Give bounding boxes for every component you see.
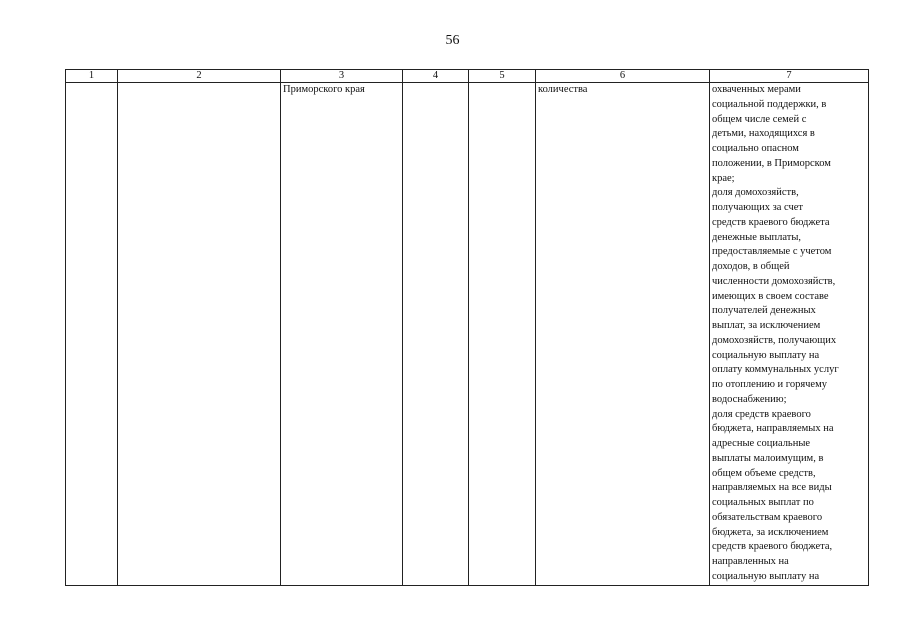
column-header-2: 2 xyxy=(118,70,281,83)
table-row xyxy=(66,83,869,586)
table-header-row xyxy=(66,70,869,83)
document-table xyxy=(65,69,869,586)
table-cell-1 xyxy=(66,83,118,586)
column-header-1: 1 xyxy=(66,70,118,83)
table-cell-5 xyxy=(469,83,536,586)
table-cell-3: Приморского края xyxy=(281,83,403,586)
table-cell-4 xyxy=(403,83,469,586)
table-cell-7: охваченных мерами социальной поддержки, в общем числе семей с детьми, находящихся в социально опасном положении, в Приморском крае; доля домохозяйств, получающих за счет средств краевого бюджета денежные выплаты, предоставляемые с учетом доходов, в общей численности домохозяйств, имеющих в своем составе получателей денежных выплат, за исключением домохозяйств, получающих социальную выплату на оплату коммунальных услуг по отоплению и горячему водоснабжению; доля средств краевого бюджета, направляемых на адресные социальные выплаты малоимущим, в общем объеме средств, направляемых на все виды социальных выплат по обязательствам краевого бюджета, за исключением средств краевого бюджета, направленных на социальную выплату на xyxy=(710,83,869,586)
column-header-6: 6 xyxy=(536,70,710,83)
table-cell-6: количества xyxy=(536,83,710,586)
page-number: 56 xyxy=(445,33,460,48)
column-header-3: 3 xyxy=(281,70,403,83)
column-header-5: 5 xyxy=(469,70,536,83)
column-header-4: 4 xyxy=(403,70,469,83)
table-cell-2 xyxy=(118,83,281,586)
column-header-7: 7 xyxy=(710,70,869,83)
